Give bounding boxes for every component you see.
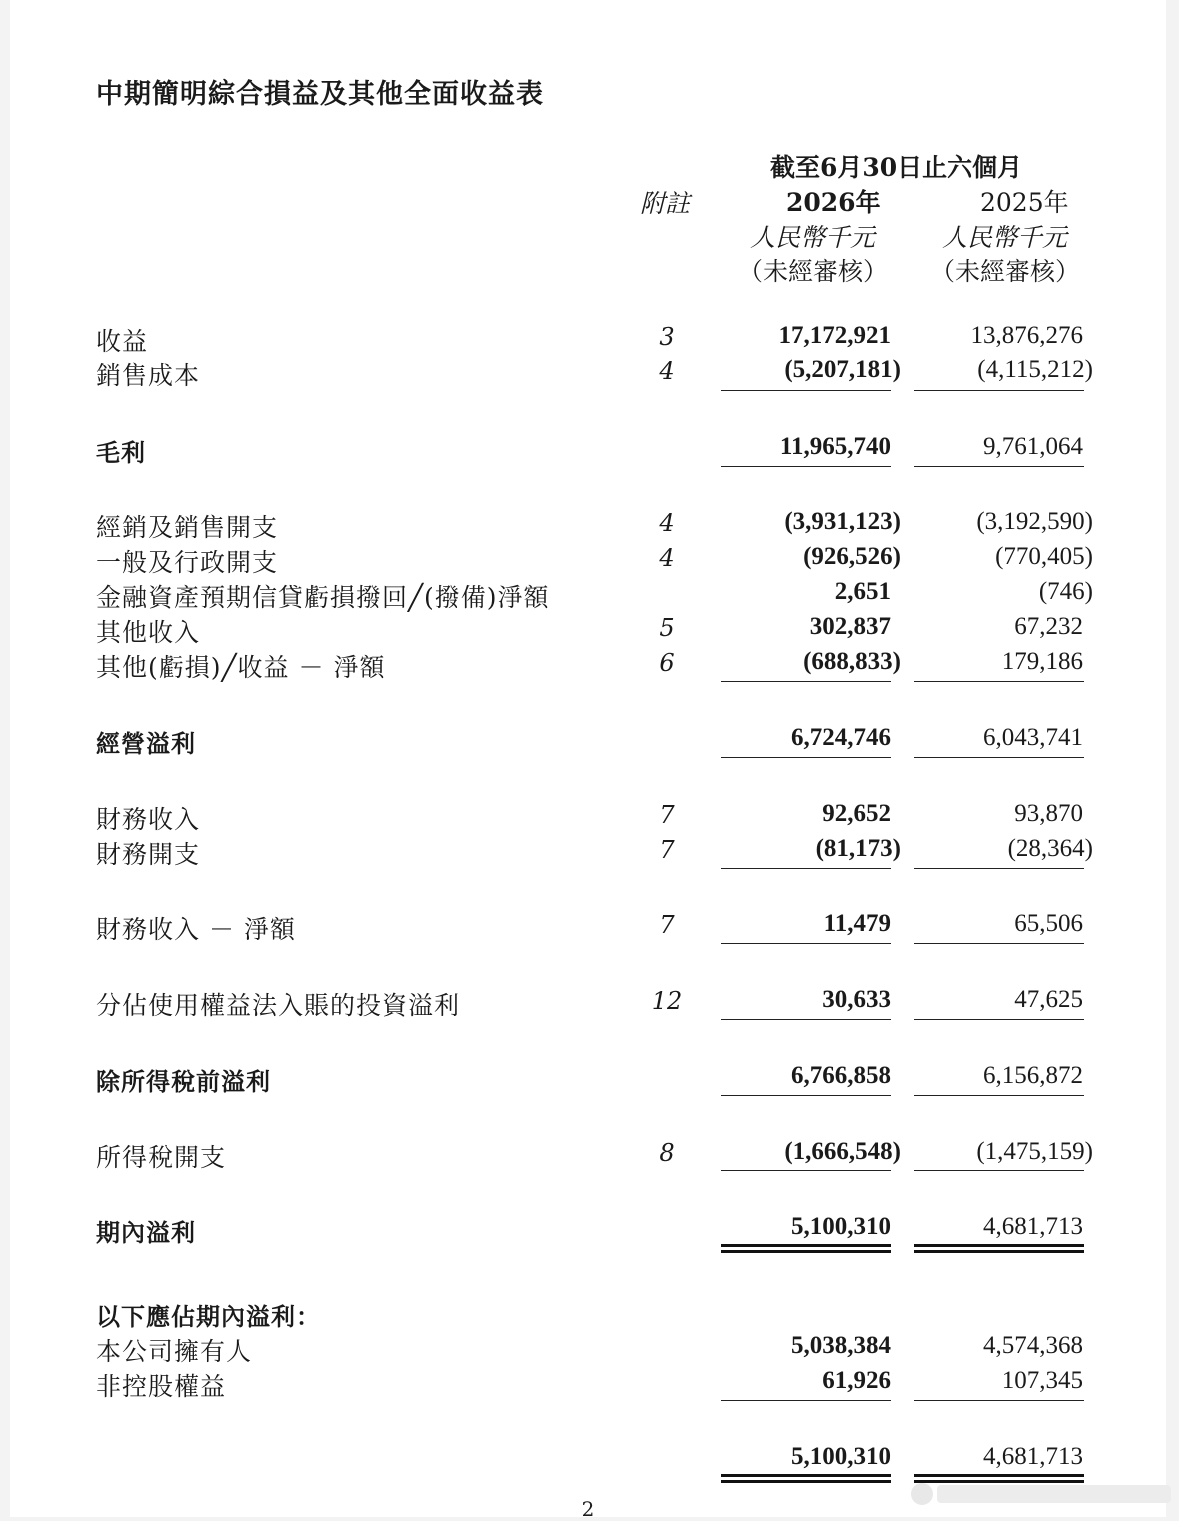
- row-value-2026: 11,965,740: [779, 433, 891, 460]
- subtotal-rule: [721, 868, 891, 869]
- row-value-2026: 92,652: [822, 800, 891, 827]
- period-header: 截至6月30日止六個月: [770, 153, 1023, 182]
- row-value-2026: 5,100,310: [791, 1213, 891, 1240]
- row-value-2026: 302,837: [809, 613, 891, 640]
- subtotal-rule: [914, 390, 1084, 391]
- subtotal-rule: [721, 1170, 891, 1171]
- audit-2026-header: （未經審核）: [738, 257, 889, 286]
- row-value-2026: (3,931,123): [784, 508, 901, 535]
- section-heading: 以下應佔期內溢利：: [96, 1303, 321, 1331]
- row-label: 一般及行政開支: [96, 548, 279, 577]
- row-label: 財務收入: [96, 805, 201, 834]
- year-2025-header: 2025年: [980, 188, 1069, 217]
- row-value-2025: (1,475,159): [976, 1138, 1093, 1165]
- row-note: 4: [659, 357, 675, 385]
- row-label: 收益: [96, 327, 149, 356]
- row-label: 其他收入: [96, 618, 201, 647]
- currency-2026-header: 人民幣千元: [750, 223, 876, 252]
- total-double-rule: [914, 1244, 1084, 1253]
- row-label: 毛利: [96, 439, 146, 467]
- row-note: 7: [659, 836, 675, 864]
- row-label: 經銷及銷售開支: [96, 513, 279, 542]
- row-value-2025: 179,186: [1001, 648, 1083, 675]
- row-note: 12: [651, 987, 683, 1015]
- row-label: 分佔使用權益法入賬的投資溢利: [96, 991, 461, 1020]
- row-note: 7: [659, 911, 675, 939]
- row-label: 財務開支: [96, 840, 201, 869]
- currency-2025-header: 人民幣千元: [942, 223, 1068, 252]
- row-value-2025: (3,192,590): [976, 508, 1093, 535]
- row-label: 其他(虧損)╱收益 － 淨額: [96, 653, 386, 682]
- row-value-2026: 30,633: [822, 986, 891, 1013]
- row-note: 4: [659, 509, 675, 537]
- row-value-2025: (4,115,212): [977, 356, 1093, 383]
- row-note: 5: [659, 614, 675, 642]
- statement-page: [10, 0, 1166, 1521]
- subtotal-rule: [914, 1400, 1084, 1401]
- subtotal-rule: [721, 1095, 891, 1096]
- row-note: 4: [659, 544, 675, 572]
- row-value-2025: 67,232: [1014, 613, 1083, 640]
- row-value-2025: 6,156,872: [983, 1062, 1083, 1089]
- subtotal-rule: [721, 390, 891, 391]
- subtotal-rule: [914, 868, 1084, 869]
- row-label: 除所得稅前溢利: [96, 1068, 271, 1096]
- watermark-text-placeholder: [937, 1485, 1171, 1503]
- row-value-2026: 5,100,310: [791, 1443, 891, 1470]
- note-column-header: 附註: [640, 189, 691, 218]
- row-value-2025: 4,681,713: [983, 1213, 1083, 1240]
- subtotal-rule: [721, 681, 891, 682]
- subtotal-rule: [721, 466, 891, 467]
- subtotal-rule: [914, 943, 1084, 944]
- page-title: 中期簡明綜合損益及其他全面收益表: [96, 79, 544, 110]
- subtotal-rule: [914, 1095, 1084, 1096]
- audit-2025-header: （未經審核）: [930, 257, 1081, 286]
- row-value-2026: 61,926: [822, 1367, 891, 1394]
- year-2026-header: 2026年: [786, 188, 881, 217]
- row-note: 8: [659, 1139, 675, 1167]
- row-label: 銷售成本: [96, 361, 201, 390]
- row-value-2025: 47,625: [1014, 986, 1083, 1013]
- row-value-2025: 4,574,368: [983, 1332, 1083, 1359]
- subtotal-rule: [721, 1400, 891, 1401]
- row-note: 6: [659, 649, 675, 677]
- row-value-2025: (28,364): [1007, 835, 1093, 862]
- row-label: 期內溢利: [96, 1219, 196, 1247]
- row-label: 本公司擁有人: [96, 1337, 253, 1366]
- row-value-2026: (926,526): [803, 543, 901, 570]
- row-value-2025: 65,506: [1014, 910, 1083, 937]
- row-value-2025: 13,876,276: [970, 322, 1083, 349]
- row-note: 7: [659, 801, 675, 829]
- row-label: 財務收入 － 淨額: [96, 915, 296, 944]
- row-value-2026: 2,651: [834, 578, 891, 605]
- subtotal-rule: [914, 1019, 1084, 1020]
- row-value-2025: 6,043,741: [983, 724, 1083, 751]
- row-label: 所得稅開支: [96, 1143, 227, 1172]
- page-number: 2: [581, 1497, 595, 1521]
- row-value-2026: (81,173): [815, 835, 901, 862]
- row-value-2026: 17,172,921: [778, 322, 891, 349]
- subtotal-rule: [721, 757, 891, 758]
- row-value-2026: 5,038,384: [791, 1332, 891, 1359]
- total-double-rule: [721, 1474, 891, 1483]
- row-value-2026: 6,766,858: [791, 1062, 891, 1089]
- subtotal-rule: [914, 466, 1084, 467]
- row-value-2025: 93,870: [1014, 800, 1083, 827]
- subtotal-rule: [914, 681, 1084, 682]
- subtotal-rule: [914, 1170, 1084, 1171]
- subtotal-rule: [914, 757, 1084, 758]
- watermark: [911, 1477, 1171, 1511]
- row-label: 金融資產預期信貸虧損撥回╱(撥備)淨額: [96, 583, 550, 612]
- total-double-rule: [721, 1244, 891, 1253]
- subtotal-rule: [721, 943, 891, 944]
- row-value-2025: (746): [1038, 578, 1093, 605]
- row-value-2026: (5,207,181): [784, 356, 901, 383]
- row-value-2025: 4,681,713: [983, 1443, 1083, 1470]
- row-value-2025: 107,345: [1001, 1367, 1083, 1394]
- row-value-2026: (688,833): [803, 648, 901, 675]
- subtotal-rule: [721, 1019, 891, 1020]
- row-label: 經營溢利: [96, 730, 196, 758]
- watermark-logo-icon: [911, 1483, 933, 1505]
- row-value-2026: 6,724,746: [791, 724, 891, 751]
- row-value-2025: (770,405): [995, 543, 1093, 570]
- row-value-2026: (1,666,548): [784, 1138, 901, 1165]
- row-note: 3: [659, 323, 675, 351]
- row-value-2025: 9,761,064: [983, 433, 1083, 460]
- row-label: 非控股權益: [96, 1372, 227, 1401]
- row-value-2026: 11,479: [823, 910, 891, 937]
